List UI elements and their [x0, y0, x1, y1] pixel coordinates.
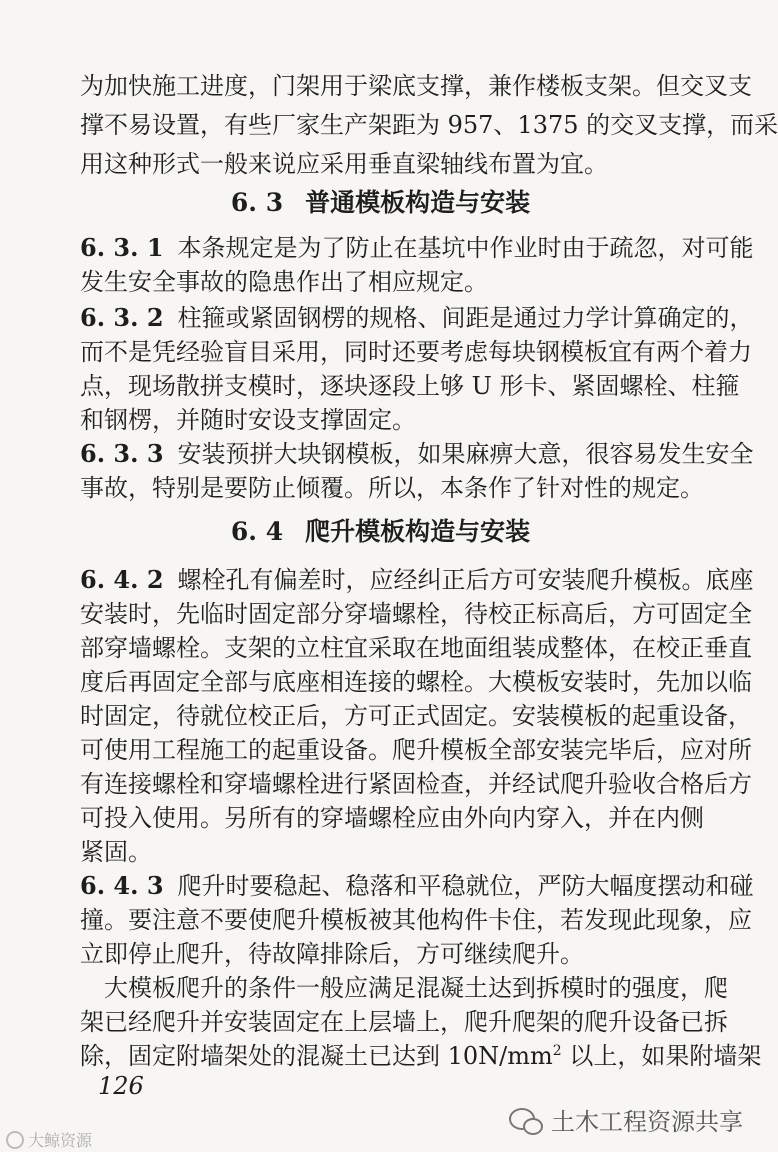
- clause-text: 爬升时要稳起、稳落和平稳就位，严防大幅度摆动和碰: [177, 872, 754, 900]
- text-line: 而不是凭经验盲目采用，同时还要考虑每块钢模板宜有两个着力: [80, 338, 752, 366]
- clause-text: 安装预拼大块钢模板，如果麻痹大意，很容易发生安全: [177, 440, 754, 468]
- clause-6-3-3-line: [80, 438, 754, 470]
- text-line: 时固定，待就位校正后，方可正式固定。安装模板的起重设备，: [80, 702, 752, 730]
- corner-logo-text: 大鲸资源: [28, 1131, 93, 1150]
- clause-6-3-2-line: [80, 302, 754, 334]
- section-number: 6. 4: [230, 517, 284, 546]
- text-line: 撑不易设置，有些厂家生产架距为 957、1375 的交叉支撑，而采: [80, 111, 778, 139]
- text-line: 紧固。: [80, 838, 152, 866]
- corner-logo: [6, 1128, 92, 1151]
- clause-text: 柱箍或紧固钢楞的规格、间距是通过力学计算确定的，: [177, 304, 754, 332]
- text-line: 点，现场散拼支模时，逐块逐段上够 U 形卡、紧固螺栓、柱箍: [80, 372, 740, 400]
- text-line: 可投入使用。另所有的穿墙螺栓应由外向内穿入，并在内侧: [80, 804, 704, 832]
- wechat-icon: [509, 1106, 543, 1134]
- text-line: 安装时，先临时固定部分穿墙螺栓，待校正标高后，方可固定全: [80, 600, 752, 628]
- clause-6-4-2-line: [80, 564, 754, 596]
- text-line: 发生安全事故的隐患作出了相应规定。: [80, 268, 488, 296]
- text-line: 立即停止爬升，待故障排除后，方可继续爬升。: [80, 940, 584, 968]
- clause-number: 6. 4. 2: [80, 565, 164, 594]
- watermark-text: 土木工程资源共享: [551, 1108, 743, 1136]
- clause-text: 螺栓孔有偏差时，应经纠正后方可安装爬升模板。底座: [177, 566, 754, 594]
- clause-number: 6. 3. 3: [80, 439, 164, 468]
- text-segment: 以上，如果附墙架: [561, 1042, 762, 1070]
- section-title: 普通模板构造与安装: [305, 188, 531, 217]
- section-number: 6. 3: [230, 188, 284, 217]
- text-line: 为加快施工进度，门架用于梁底支撑，兼作楼板支架。但交叉支: [80, 72, 752, 100]
- text-line: 撞。要注意不要使爬升模板被其他构件卡住，若发现此现象，应: [80, 906, 752, 934]
- clause-number: 6. 3. 2: [80, 303, 164, 332]
- section-heading-6-3: [0, 187, 761, 219]
- text-line: 大模板爬升的条件一般应满足混凝土达到拆模时的强度，爬: [104, 974, 728, 1002]
- text-line: 部穿墙螺栓。支架的立柱宜采取在地面组装成整体，在校正垂直: [80, 634, 752, 662]
- watermark: [509, 1102, 743, 1137]
- text-line: 和钢楞，并随时安设支撑固定。: [80, 406, 416, 434]
- clause-6-4-3-line: [80, 870, 754, 902]
- clause-6-3-1-line: [80, 232, 754, 264]
- text-line: 事故，特别是要防止倾覆。所以，本条作了针对性的规定。: [80, 474, 704, 502]
- logo-circle-icon: [6, 1131, 24, 1149]
- text-line: 可使用工程施工的起重设备。爬升模板全部安装完毕后，应对所: [80, 736, 752, 764]
- clause-number: 6. 4. 3: [80, 871, 164, 900]
- text-line-with-superscript: [80, 1040, 762, 1072]
- text-segment: 除，固定附墙架处的混凝土已达到 10N/mm: [80, 1042, 553, 1070]
- text-line: 有连接螺栓和穿墙螺栓进行紧固检查，并经试爬升验收合格后方: [80, 770, 752, 798]
- text-line: 架已经爬升并安装固定在上层墙上，爬升爬架的爬升设备已拆: [80, 1008, 728, 1036]
- text-line: 度后再固定全部与底座相连接的螺栓。大模板安装时，先加以临: [80, 668, 752, 696]
- section-title: 爬升模板构造与安装: [305, 517, 531, 546]
- superscript: 2: [552, 1043, 562, 1059]
- page-number: 126: [98, 1072, 144, 1100]
- clause-text: 本条规定是为了防止在基坑中作业时由于疏忽，对可能: [177, 234, 754, 262]
- clause-number: 6. 3. 1: [80, 233, 164, 262]
- text-line: 用这种形式一般来说应采用垂直梁轴线布置为宜。: [80, 150, 608, 178]
- section-heading-6-4: [0, 516, 761, 548]
